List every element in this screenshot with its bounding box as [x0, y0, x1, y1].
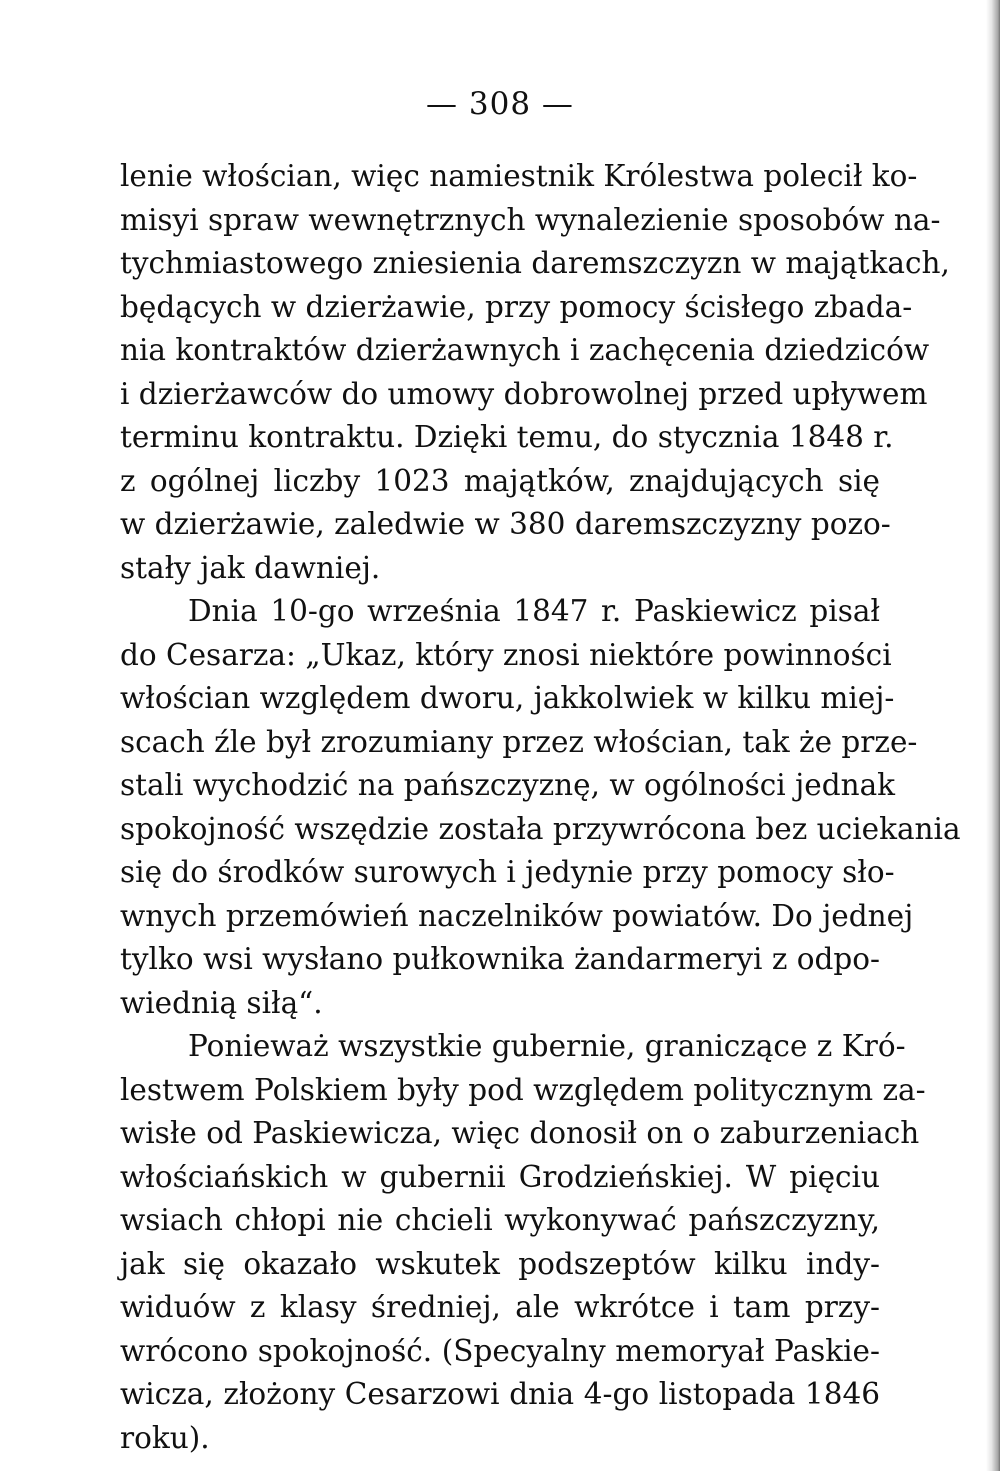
- text-line: wsiach chłopi nie chcieli wykonywać pańszczyzny,: [120, 1203, 880, 1237]
- text-line: włościańskich w gubernii Grodzieńskiej. W pięciu: [120, 1159, 880, 1194]
- page-number: — 308 —: [426, 86, 574, 122]
- body-text: [120, 155, 961, 1460]
- text-line: wnych przemówień naczelników powiatów. Do jednej: [120, 898, 914, 933]
- text-line: lestwem Polskiem były pod względem politycznym za-: [120, 1072, 926, 1107]
- text-line: scach źle był zrozumiany przez włościan, tak że prze-: [120, 724, 918, 759]
- text-line: wiednią siłą“.: [120, 985, 323, 1020]
- text-line: terminu kontraktu. Dzięki temu, do stycznia 1848 r.: [120, 420, 894, 454]
- text-line: wrócono spokojność. (Specyalny memoryał Paskie-: [120, 1333, 880, 1368]
- text-line: w dzierżawie, zaledwie w 380 daremszczyzny pozo-: [120, 507, 891, 541]
- text-line: tylko wsi wysłano pułkownika żandarmeryi z odpo-: [120, 942, 881, 976]
- text-line: będących w dzierżawie, przy pomocy ścisłego zbada-: [120, 289, 913, 324]
- text-line: misyi spraw wewnętrznych wynalezienie sposobów na-: [120, 202, 941, 237]
- paragraph: [120, 1025, 926, 1460]
- scan-edge-shadow: [986, 0, 1000, 1471]
- paragraph: [120, 590, 961, 1025]
- text-line: stały jak dawniej.: [120, 550, 381, 585]
- text-line: wicza, złożony Cesarzowi dnia 4-go listopada 1846: [120, 1377, 880, 1411]
- text-line: Dnia 10-go września 1847 r. Paskiewicz pisał: [188, 594, 880, 628]
- text-line: spokojność wszędzie została przywrócona bez uciekania: [120, 811, 961, 846]
- text-line: z ogólnej liczby 1023 majątków, znajdujących się: [120, 463, 880, 498]
- text-line: nia kontraktów dzierżawnych i zachęcenia dziedziców: [120, 333, 930, 367]
- text-line: Ponieważ wszystkie gubernie, graniczące z Kró-: [188, 1029, 906, 1063]
- paragraph: [120, 155, 950, 590]
- text-line: i dzierżawców do umowy dobrowolnej przed upływem: [120, 376, 928, 411]
- text-line: widuów z klasy średniej, ale wkrótce i tam przy-: [120, 1290, 880, 1324]
- text-line: tychmiastowego zniesienia daremszczyzn w majątkach,: [120, 246, 950, 280]
- text-line: lenie włościan, więc namiestnik Królestwa polecił ko-: [120, 159, 918, 193]
- text-line: jak się okazało wskutek podszeptów kilku indy-: [120, 1246, 880, 1281]
- text-line: roku).: [120, 1420, 210, 1455]
- text-line: się do środków surowych i jedynie przy pomocy sło-: [120, 855, 895, 889]
- text-line: do Cesarza: „Ukaz, który znosi niektóre powinności: [120, 637, 892, 672]
- text-line: włościan względem dworu, jakkolwiek w kilku miej-: [120, 681, 895, 715]
- text-line: stali wychodzić na pańszczyznę, w ogólności jednak: [120, 768, 896, 802]
- text-line: wisłe od Paskiewicza, więc donosił on o zaburzeniach: [120, 1116, 920, 1150]
